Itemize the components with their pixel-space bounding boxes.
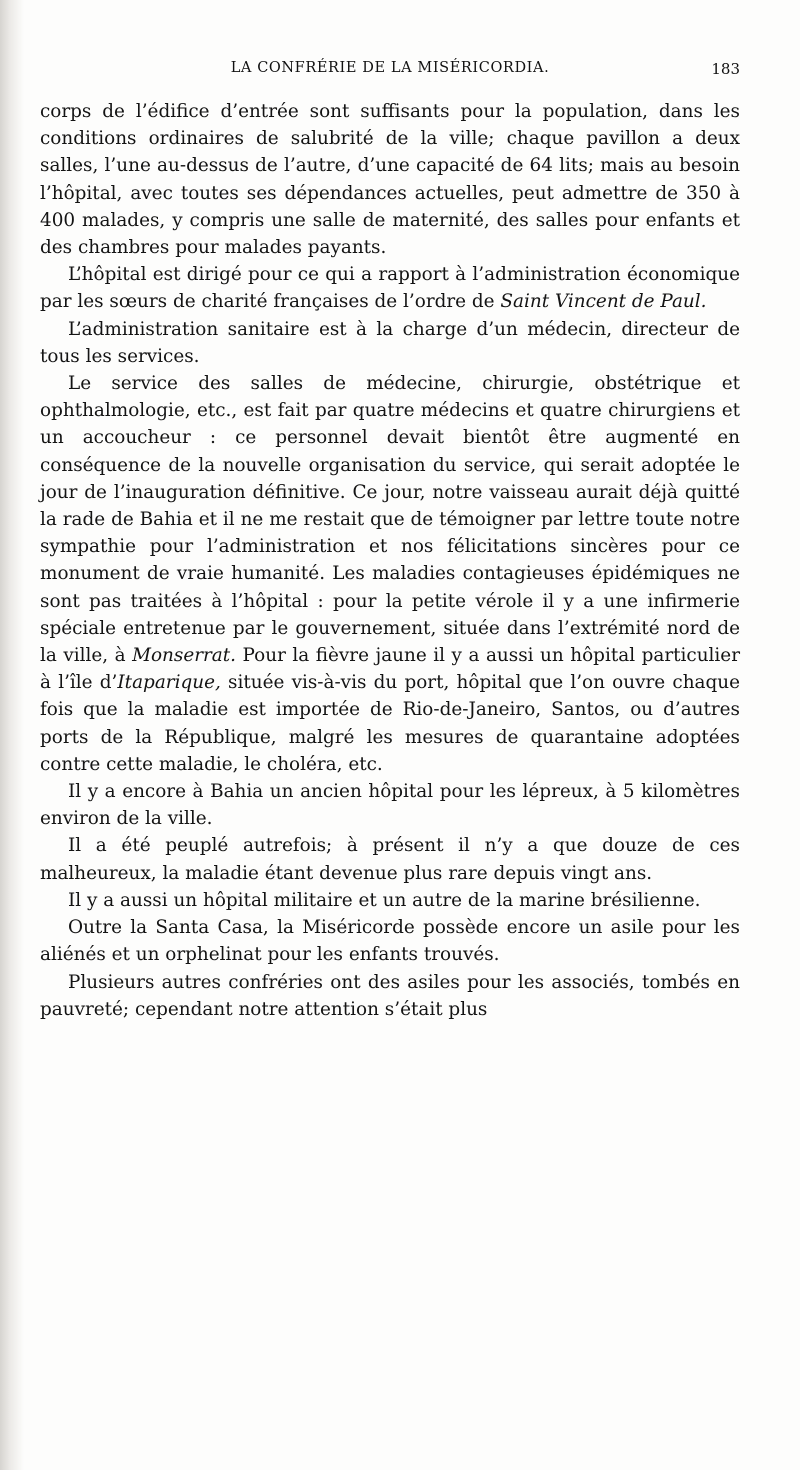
paragraph-2-text: L’hôpital est dirigé pour ce qui a rapport à l’administration économique par les sœurs de charité françaises de l’ordre de [40,264,740,313]
paragraph-5: Il y a encore à Bahia un ancien hôpital pour les lépreux, à 5 kilomètres environ de la ville. [40,781,740,830]
page-gutter-shadow [0,0,24,1470]
paragraph-4-text-a: Le service des salles de médecine, chirurgie, obstétrique et ophthalmologie, etc., est fait par quatre médecins et quatre chirurgiens et un accoucheur : ce personnel devait bientôt être augmenté en conséquence de la nouvelle organisation du service, qui serait adoptée le jour de l’inauguration définitive. Ce jour, notre vaisseau aurait déjà quitté la rade de Bahia et il ne me restait que de témoigner par lettre toute notre sympathie pour l’administration et nos félicitations sincères pour ce monument de vraie humanité. Les maladies contagieuses épidémiques ne sont pas traitées à l’hôpital : pour la petite vérole il y a une infirmerie spéciale entretenue par le gouvernement, située dans l’extrémité nord de la ville, à [40,373,740,667]
paragraph-1: corps de l’édifice d’entrée sont suffisants pour la population, dans les conditions ordinaires de salubrité de la ville; chaque pavillon a deux salles, l’une au-dessus de l’autre, d’une capacité de 64 lits; mais au besoin l’hôpital, avec toutes ses dépendances actuelles, peut admettre de 350 à 400 malades, y compris une salle de maternité, des salles pour enfants et des chambres pour malades payants. [40,101,740,259]
paragraph-6: Il a été peuplé autrefois; à présent il n’y a que douze de ces malheureux, la maladie étant devenue plus rare depuis vingt ans. [40,835,740,884]
paragraph-4-italic-itaparique: Itaparique, [117,672,221,694]
paragraph-4 [40,370,740,778]
paragraph-8: Outre la Santa Casa, la Miséricorde possède encore un asile pour les aliénés et un orphelinat pour les enfants trouvés. [40,917,740,966]
running-head: LA CONFRÉRIE DE LA MISÉRICORDIA. [230,60,550,76]
paragraph-2-italic: Saint Vincent de Paul. [500,291,707,313]
paragraph-4-text-c: située vis-à-vis du port, hôpital que l’on ouvre chaque fois que la maladie est importée de Rio-de-Janeiro, Santos, ou d’autres ports de la République, malgré les mesures de quarantaine adoptées contre cette maladie, le choléra, etc. [40,672,741,775]
body-text [40,98,740,1023]
paragraph-2 [40,261,740,315]
paragraph-4-text-b: Pour la fièvre jaune il y a aussi un hôpital particulier à l’île d’ [40,645,740,694]
paragraph-4-italic-monserrat: Monserrat. [132,645,237,667]
paragraph-9: Plusieurs autres confréries ont des asiles pour les associés, tombés en pauvreté; cependant notre attention s’était plus [40,971,740,1020]
paragraph-7: Il y a aussi un hôpital militaire et un autre de la marine brésilienne. [68,889,701,911]
page-header [40,60,740,84]
page-number: 183 [711,60,740,78]
paragraph-3: L’administration sanitaire est à la charge d’un médecin, directeur de tous les services. [40,318,740,367]
